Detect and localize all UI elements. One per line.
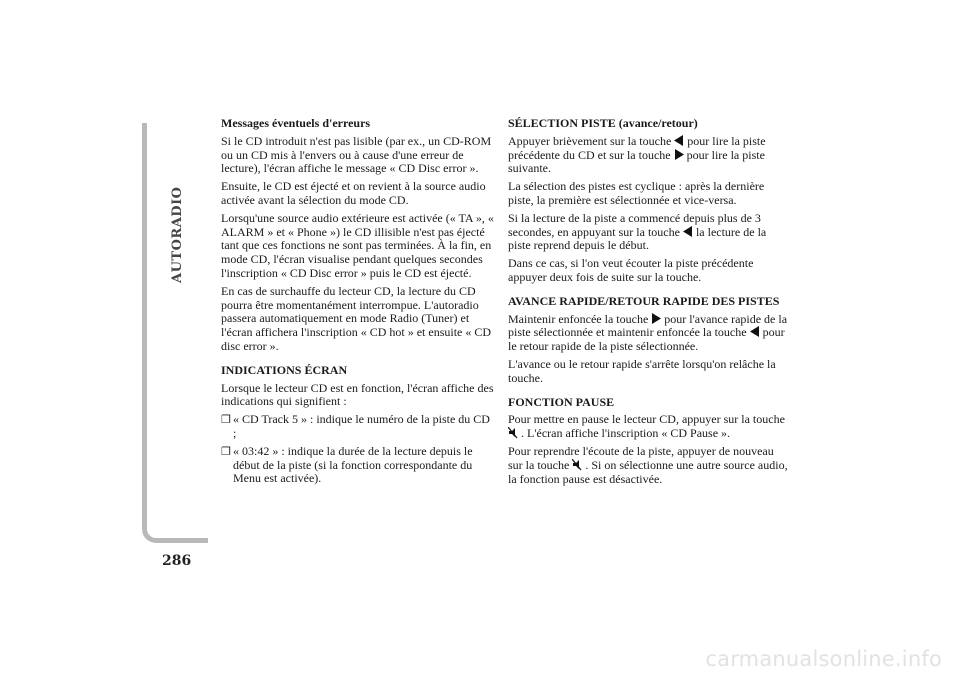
text-run: Maintenir enfoncée la touche xyxy=(508,311,649,326)
text-run: Pour mettre en pause le lecteur CD, appuyer sur la touche xyxy=(508,412,785,427)
paragraph xyxy=(508,445,790,486)
text-run: Pour reprendre l'écoute de la piste, appuyer de nouveau sur la touche xyxy=(508,443,774,472)
paragraph: Lorsque le lecteur CD est en fonction, l'écran affiche des indications qui signifient : xyxy=(221,380,494,409)
section-side-label: AUTORADIO xyxy=(170,186,185,283)
heading-display-indications: INDICATIONS ÉCRAN xyxy=(221,362,348,377)
triangle-left-icon xyxy=(683,226,693,237)
text-run: Si la lecture de la piste a commencé depuis plus de 3 secondes, en appuyant sur la touche xyxy=(508,210,761,239)
paragraph: En cas de surchauffe du lecteur CD, la lecture du CD pourra être momentanément interrompue. L'autoradio passera automatiquement en mode Radio (Tuner) et l'écran affichera l'inscription « CD hot » et ensuite « CD disc error ». xyxy=(221,283,492,353)
page-number: 286 xyxy=(162,553,192,569)
heading-fast-forward-rewind: AVANCE RAPIDE/RETOUR RAPIDE DES PISTES xyxy=(508,293,780,308)
text-run: Appuyer brièvement sur la touche xyxy=(508,133,672,148)
mute-pause-icon xyxy=(508,427,518,438)
text-run: . L'écran affiche l'inscription « CD Pause ». xyxy=(521,426,731,441)
left-column xyxy=(221,117,496,490)
paragraph: Si le CD introduit n'est pas lisible (par ex., un CD-ROM ou un CD mis à l'envers ou à cause d'une erreur de lecture), l'écran affiche le message « CD Disc error ». xyxy=(221,133,492,176)
right-column xyxy=(508,117,790,490)
heading-track-selection: SÉLECTION PISTE (avance/retour) xyxy=(508,116,698,130)
paragraph xyxy=(508,212,790,253)
paragraph: Dans ce cas, si l'on veut écouter la piste précédente appuyer deux fois de suite sur la touche. xyxy=(508,256,754,284)
paragraph xyxy=(508,413,790,441)
text-run: pour le retour rapide de la piste sélectionnée. xyxy=(508,325,785,354)
text-run: . Si on sélectionne une autre source audio, la fonction pause est désactivée. xyxy=(508,457,788,486)
list-item xyxy=(221,445,496,486)
text-run: pour lire la piste suivante. xyxy=(508,147,765,176)
list-item-text: « 03:42 » : indique la durée de la lecture depuis le début de la piste (si la fonction correspondante du Menu est activée). xyxy=(233,443,473,486)
list-item xyxy=(221,413,496,441)
checkbox-bullet-icon: ❐ xyxy=(221,414,231,427)
checkbox-bullet-icon: ❐ xyxy=(221,445,231,458)
heading-pause-function: FONCTION PAUSE xyxy=(508,394,615,409)
triangle-right-icon xyxy=(674,149,684,160)
text-run: la lecture de la piste reprend depuis le début. xyxy=(508,224,767,253)
paragraph: Lorsqu'une source audio extérieure est activée (« TA », « ALARM » et « Phone ») le CD illisible n'est pas éjecté tant que ces fonctions ne sont pas terminées. À la fin, en mode CD, l'écran visualise pendant quelques secondes l'inscription « CD Disc error » puis le CD est éjecté. xyxy=(221,210,494,280)
mute-pause-icon xyxy=(572,459,582,470)
paragraph: Ensuite, le CD est éjecté et on revient à la source audio activée avant la sélection du mode CD. xyxy=(221,179,486,207)
paragraph: L'avance ou le retour rapide s'arrête lorsqu'on relâche la touche. xyxy=(508,356,776,385)
triangle-left-icon xyxy=(674,135,684,146)
triangle-right-icon xyxy=(651,313,661,324)
triangle-left-icon xyxy=(750,326,760,337)
watermark: carmanualsonline.info xyxy=(705,647,942,671)
paragraph xyxy=(508,135,790,176)
paragraph xyxy=(508,313,790,354)
list-item-text: « CD Track 5 » : indique le numéro de la piste du CD ; xyxy=(233,412,490,440)
text-run: pour l'avance rapide de la piste sélectionnée et maintenir enfoncée la touche xyxy=(508,311,788,340)
text-run: pour lire la piste précédente du CD et sur la touche xyxy=(508,133,766,162)
paragraph: La sélection des pistes est cyclique : après la dernière piste, la première est sélectionnée et vice-versa. xyxy=(508,179,765,207)
heading-error-messages: Messages éventuels d'erreurs xyxy=(221,116,371,130)
